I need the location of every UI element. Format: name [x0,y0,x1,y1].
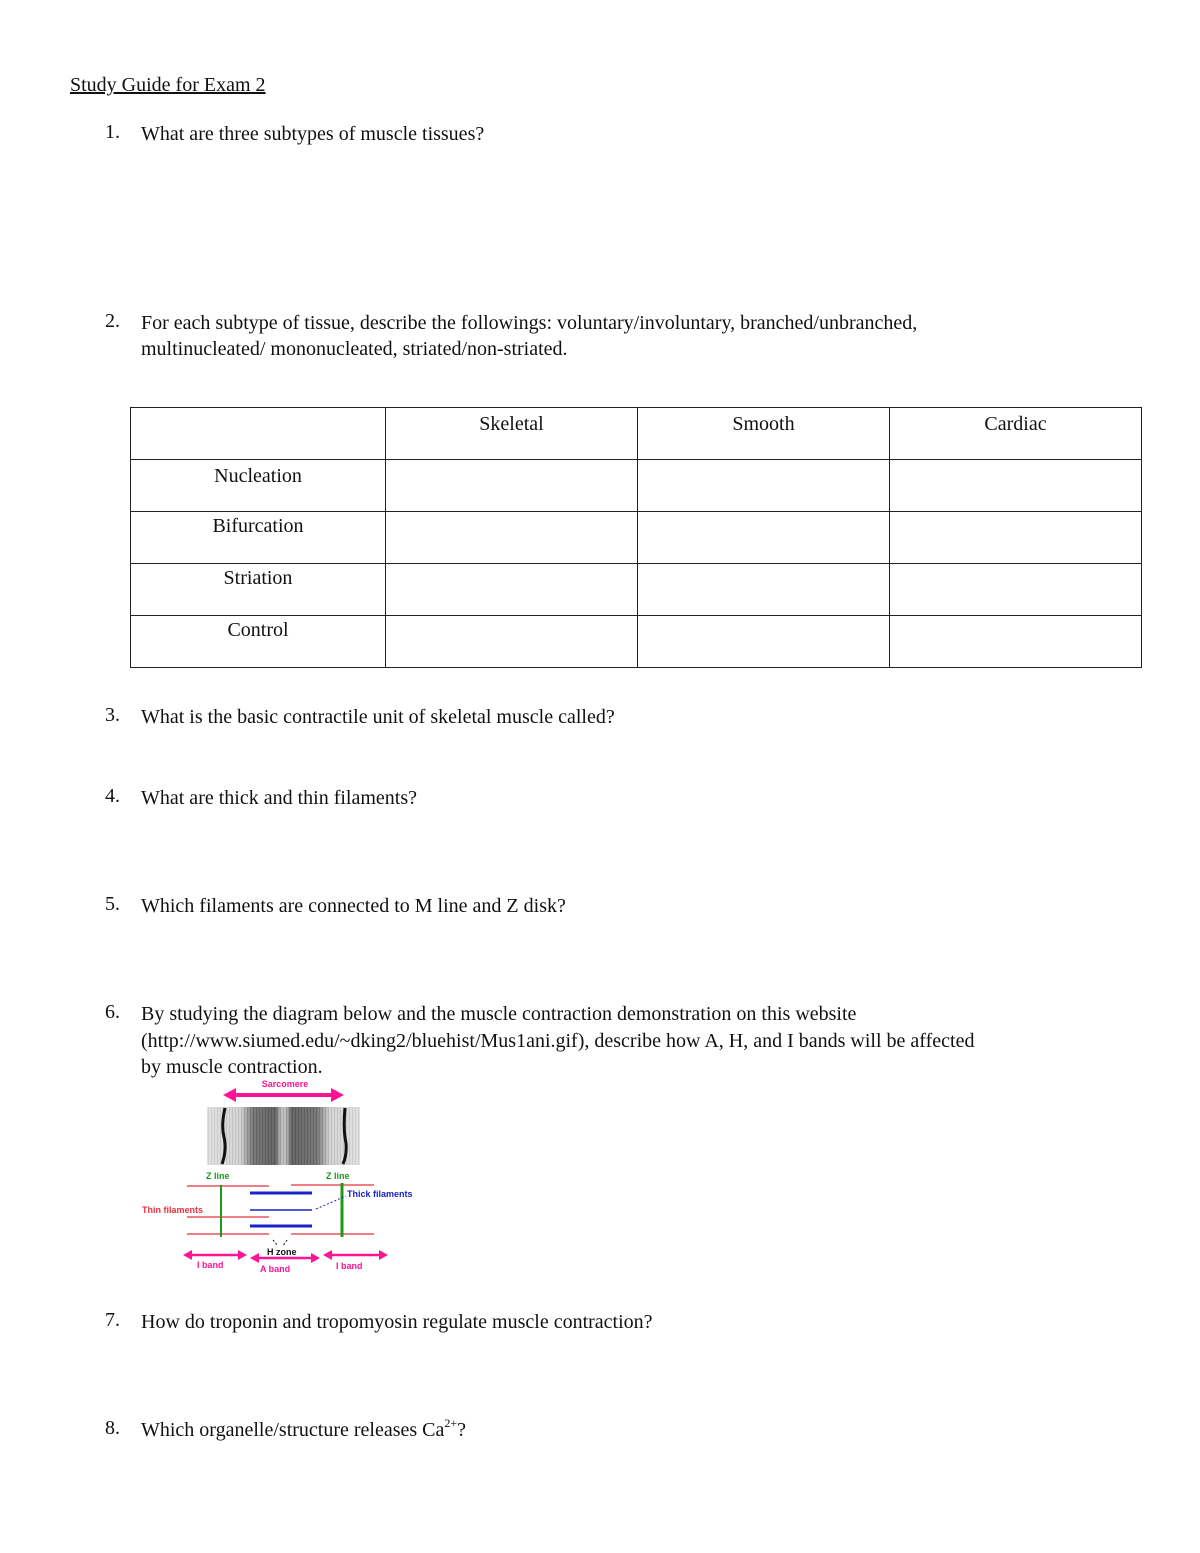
table-cell[interactable] [638,460,890,512]
question-text: What are thick and thin filaments? [141,787,418,809]
question-text-main: Which organelle/structure releases Ca [141,1419,445,1441]
row-label: Bifurcation [131,512,386,564]
table-header-cell [131,408,386,460]
sarcomere-arrow [223,1088,344,1102]
table-cell[interactable] [638,512,890,564]
thin-filaments-label: Thin filaments [142,1205,204,1215]
question-number: 8. [105,1417,120,1439]
table-header-smooth: Smooth [638,408,890,460]
question-text-line-3: by muscle contraction. [141,1056,323,1078]
sarcomere-label: Sarcomere [261,1079,309,1089]
question-text: How do troponin and tropomyosin regulate muscle contraction? [141,1311,653,1333]
table-row-nucleation [131,460,1142,512]
table-cell[interactable] [638,616,890,668]
table-cell[interactable] [890,616,1142,668]
row-label: Striation [131,564,386,616]
h-zone-label: H zone [267,1247,297,1257]
question-number: 1. [105,121,120,143]
question-text [141,1417,466,1443]
question-number: 7. [105,1309,120,1331]
i-band-left-label: I band [197,1260,224,1270]
sarcomere-diagram [130,1075,430,1275]
question-mark: ? [457,1419,467,1441]
question-number: 6. [105,1001,120,1023]
i-band-right-arrow [323,1250,388,1260]
question-number: 4. [105,785,120,807]
table-row-bifurcation [131,512,1142,564]
table-cell[interactable] [386,564,638,616]
row-label: Nucleation [131,460,386,512]
thick-filaments-label: Thick filaments [347,1189,413,1199]
question-number: 2. [105,310,120,332]
question-text-line-2: multinucleated/ mononucleated, striated/non-striated. [141,338,568,360]
calcium-charge-superscript: 2+ [444,1416,458,1430]
question-number: 5. [105,893,120,915]
table-cell[interactable] [386,460,638,512]
table-row-striation [131,564,1142,616]
question-text-line-1: By studying the diagram below and the muscle contraction demonstration on this website [141,1003,857,1025]
h-zone-pointer-left [273,1240,278,1246]
z-line-left-label: Z line [206,1171,230,1181]
h-zone-pointer-right [283,1240,287,1246]
page-title: Study Guide for Exam 2 [70,74,266,96]
table-cell[interactable] [890,512,1142,564]
thick-filaments [250,1193,312,1226]
i-band-left-arrow [183,1250,247,1260]
micrograph-image [207,1107,360,1165]
table-row-control [131,616,1142,668]
question-text: Which filaments are connected to M line and Z disk? [141,895,566,917]
row-label: Control [131,616,386,668]
table-header-skeletal: Skeletal [386,408,638,460]
table-cell[interactable] [386,512,638,564]
table-cell[interactable] [638,564,890,616]
z-line-right-label: Z line [326,1171,350,1181]
table-cell[interactable] [890,564,1142,616]
question-text-line-2[interactable]: (http://www.siumed.edu/~dking2/bluehist/Mus1ani.gif), describe how A, H, and I bands will be affected [141,1030,975,1052]
table-header-row [131,408,1142,460]
question-text: What are three subtypes of muscle tissues? [141,123,485,145]
i-band-right-label: I band [336,1261,363,1271]
question-number: 3. [105,704,120,726]
question-text-line-1: For each subtype of tissue, describe the followings: voluntary/involuntary, branched/unbranched, [141,312,918,334]
muscle-comparison-table [130,407,1142,668]
table-header-cardiac: Cardiac [890,408,1142,460]
table-cell[interactable] [890,460,1142,512]
table-cell[interactable] [386,616,638,668]
a-band-label: A band [260,1264,291,1274]
question-text: What is the basic contractile unit of skeletal muscle called? [141,706,615,728]
